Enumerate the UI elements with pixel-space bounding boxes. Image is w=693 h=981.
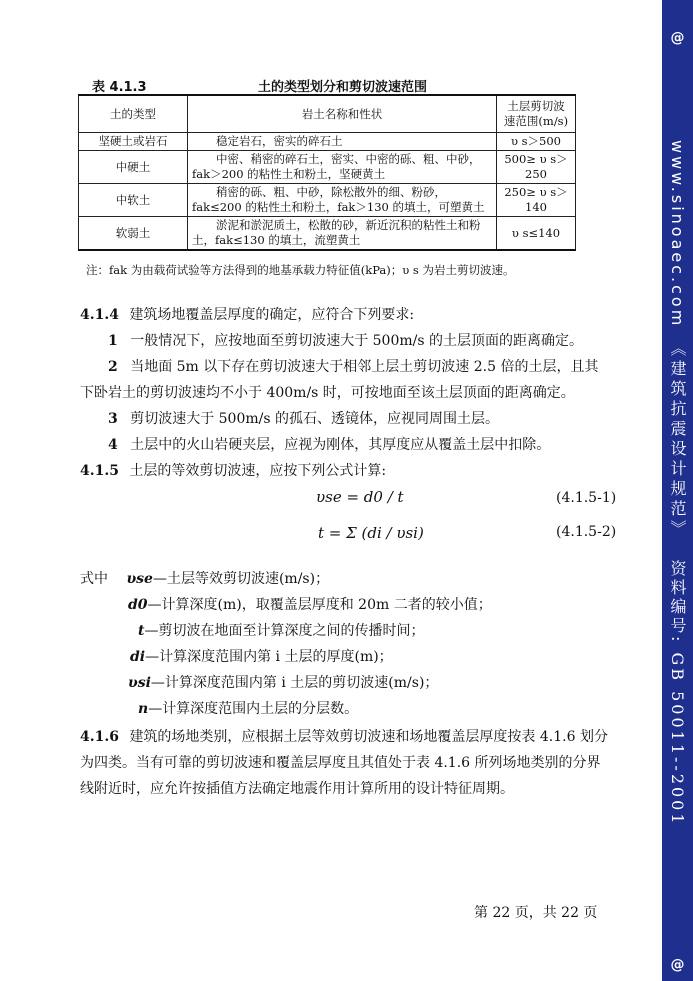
- sidebar-banner: [662, 0, 693, 981]
- table-title: 土的类型划分和剪切波速范围: [258, 80, 428, 95]
- section-4-1-6: 4.1.6 建筑的场地类别，应根据土层等效剪切波速和场地覆盖层厚度按表 4.1.6 划分: [80, 729, 608, 745]
- section-number: 4.1.6: [80, 729, 119, 745]
- cell-desc: 稳定岩石，密实的碎石土: [188, 133, 497, 151]
- table-note: 注：fak 为由载荷试验等方法得到的地基承载力特征值(kPa)；υ s 为岩土剪切波速。: [86, 263, 515, 277]
- cell-range: 250≥ υ s＞140: [497, 184, 576, 217]
- header-soil-type: 土的类型: [79, 95, 188, 133]
- symbol-definition: 式中 υse—土层等效剪切波速(m/s)；: [80, 571, 330, 587]
- table-row: [79, 184, 576, 217]
- cell-desc: 淤泥和淤泥质土，松散的砂，新近沉积的粘性土和粉土，fak≤130 的填土，流塑黄土: [188, 217, 497, 251]
- table-header-row: [79, 95, 576, 133]
- list-item: 3 剪切波速大于 500m/s 的孤石、透镜体，应视同周围土层。: [108, 411, 500, 427]
- cell-range: υ s＞500: [497, 133, 576, 151]
- formula-1-number: (4.1.5-1): [556, 490, 617, 506]
- site-url[interactable]: www.sinoaec.com: [668, 140, 687, 329]
- section-intro: 土层的等效剪切波速，应按下列公式计算:: [129, 463, 387, 479]
- formula-2: t = Σ (di / υsi): [318, 524, 424, 542]
- formula-2-number: (4.1.5-2): [556, 524, 617, 540]
- symbol-definition: di—计算深度范围内第 i 土层的厚度(m)；: [130, 649, 393, 665]
- symbol-definition: t—剪切波在地面至计算深度之间的传播时间；: [138, 623, 425, 639]
- cell-type: 坚硬土或岩石: [79, 133, 188, 151]
- formula-1: υse = d0 / t: [316, 488, 404, 506]
- section-4-1-4: [80, 302, 620, 328]
- list-item: 1 一般情况下，应按地面至剪切波速大于 500m/s 的土层顶面的距离确定。: [108, 333, 584, 349]
- book-title: 《建筑抗震设计规范》: [668, 340, 687, 540]
- page-footer: 第 22 页，共 22 页: [474, 905, 598, 921]
- cell-desc: 中密、稍密的碎石土，密实、中密的砾、粗、中砂，fak＞200 的粘性土和粉土，坚硬黄土: [188, 151, 497, 184]
- section-4-1-5: [80, 458, 620, 484]
- cell-type: 中软土: [79, 184, 188, 217]
- section-number: 4.1.5: [80, 463, 119, 479]
- table-number: 表 4.1.3: [92, 80, 147, 95]
- symbol-definition: υsi—计算深度范围内第 i 土层的剪切波速(m/s)；: [128, 675, 439, 691]
- list-item: 2 当地面 5m 以下存在剪切波速大于相邻上层土剪切波速 2.5 倍的土层，且其: [108, 359, 599, 375]
- table-row: [79, 151, 576, 184]
- symbol-definition: n—计算深度范围内土层的分层数。: [138, 701, 359, 717]
- cell-range: 500≥ υ s＞250: [497, 151, 576, 184]
- cell-range: υ s≤140: [497, 217, 576, 251]
- header-description: 岩土名称和性状: [188, 95, 497, 133]
- cell-type: 中硬土: [79, 151, 188, 184]
- soil-type-table: [78, 94, 576, 251]
- list-item-continued: 下卧岩土的剪切波速均不小于 400m/s 时，可按地面至该土层顶面的距离确定。: [80, 385, 575, 401]
- symbol-definition: d0—计算深度(m)，取覆盖层厚度和 20m 二者的较小值；: [128, 597, 492, 613]
- paragraph-line: 线附近时，应允许按插值方法确定地震作用计算所用的设计特征周期。: [80, 781, 514, 797]
- table-row: [79, 133, 576, 151]
- list-item: 4 土层中的火山岩硬夹层，应视为刚体，其厚度应从覆盖土层中扣除。: [108, 437, 551, 453]
- header-range: 土层剪切波 速范围(m/s): [497, 95, 576, 133]
- document-code: 资料编号: GB 50011--2001: [668, 560, 687, 827]
- at-icon: @: [670, 957, 685, 973]
- section-number: 4.1.4: [80, 307, 119, 323]
- cell-desc: 稍密的砾、粗、中砂，除松散外的细、粉砂，fak≤200 的粘性土和粉土，fak＞130 的填土，可塑黄土: [188, 184, 497, 217]
- cell-type: 软弱土: [79, 217, 188, 251]
- table-row: [79, 217, 576, 251]
- at-icon: @: [670, 30, 685, 46]
- paragraph-line: 为四类。当有可靠的剪切波速和覆盖层厚度且其值处于表 4.1.6 所列场地类别的分界: [80, 755, 601, 771]
- section-intro: 建筑场地覆盖层厚度的确定，应符合下列要求:: [129, 307, 415, 323]
